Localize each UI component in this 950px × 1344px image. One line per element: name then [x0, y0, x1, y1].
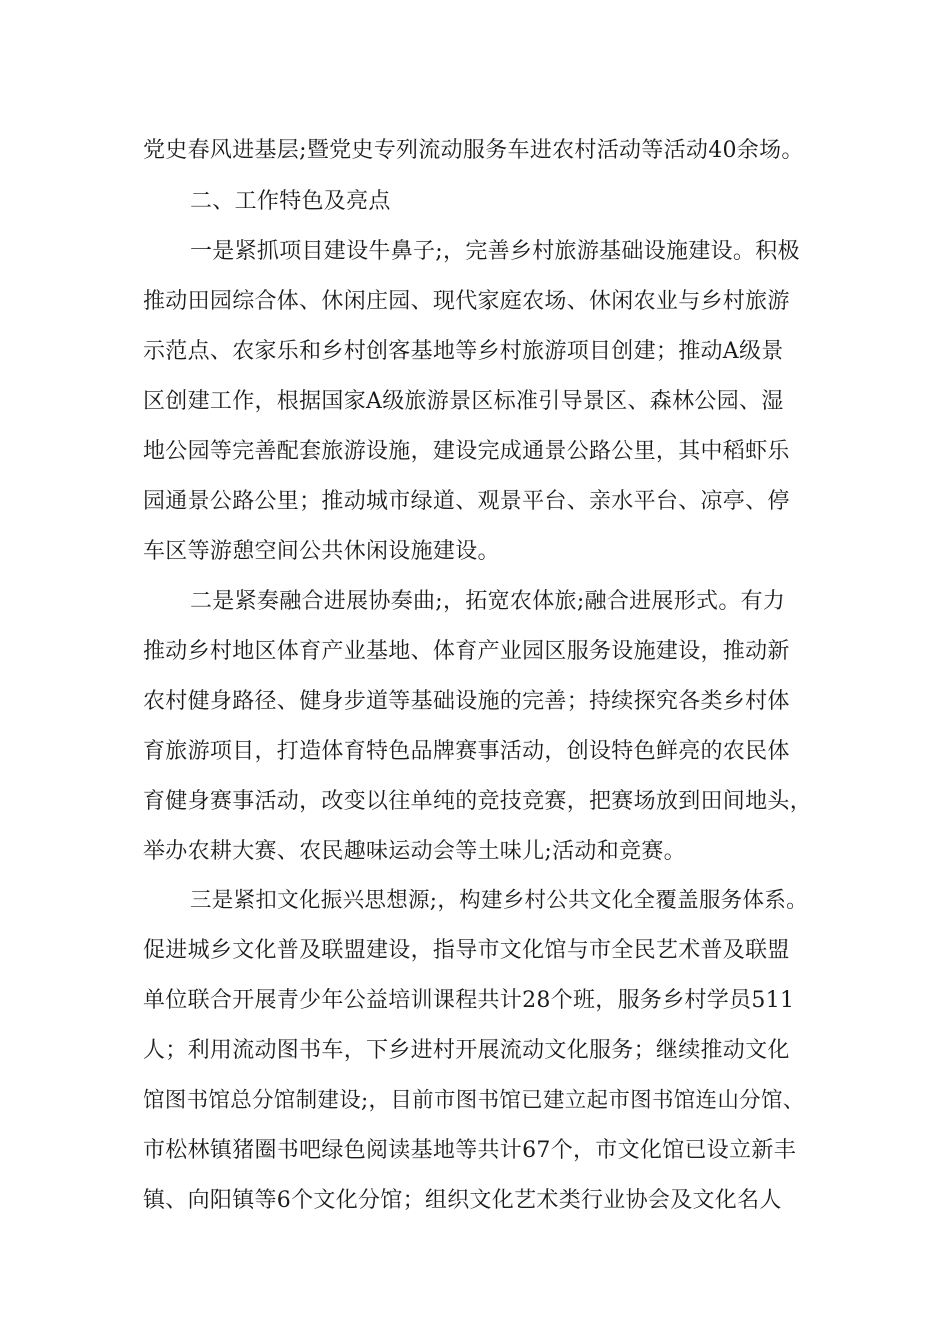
text-line: 党史春风进基层;暨党史专列流动服务车进农村活动等活动40余场。 [143, 138, 804, 163]
text-line: 区创建工作，根据国家A级旅游景区标准引导景区、森林公园、湿 [143, 389, 784, 414]
text-line: 人；利用流动图书车，下乡进村开展流动文化服务；继续推动文化 [143, 1038, 790, 1063]
text-line: 示范点、农家乐和乡村创客基地等乡村旅游项目创建；推动A级景 [143, 339, 784, 364]
text-line: 推动田园综合体、休闲庄园、现代家庭农场、休闲农业与乡村旅游 [143, 289, 790, 314]
text-line: 地公园等完善配套旅游设施，建设完成通景公路公里，其中稻虾乐 [143, 439, 790, 464]
text-line: 农村健身路径、健身步道等基础设施的完善；持续探究各类乡村体 [143, 689, 790, 714]
text-line: 一是紧抓项目建设牛鼻子;，完善乡村旅游基础设施建设。积极 [190, 239, 800, 264]
text-line: 三是紧扣文化振兴思想源;，构建乡村公共文化全覆盖服务体系。 [190, 888, 808, 913]
text-line: 二是紧奏融合进展协奏曲;，拓宽农体旅;融合进展形式。有力 [190, 589, 786, 614]
text-line: 单位联合开展青少年公益培训课程共计28个班，服务乡村学员511 [143, 988, 795, 1013]
text-line: 推动乡村地区体育产业基地、体育产业园区服务设施建设，推动新 [143, 639, 790, 664]
text-line: 育健身赛事活动，改变以往单纯的竞技竞赛，把赛场放到田间地头， [143, 789, 813, 814]
text-line: 园通景公路公里；推动城市绿道、观景平台、亲水平台、凉亭、停 [143, 489, 790, 514]
section-heading: 二、工作特色及亮点 [190, 189, 391, 214]
text-line: 镇、向阳镇等6个文化分馆；组织文化艺术类行业协会及文化名人 [143, 1188, 782, 1213]
text-line: 馆图书馆总分馆制建设;，目前市图书馆已建立起市图书馆连山分馆、 [143, 1088, 805, 1113]
text-line: 促进城乡文化普及联盟建设，指导市文化馆与市全民艺术普及联盟 [143, 938, 790, 963]
text-line: 车区等游憩空间公共休闲设施建设。 [143, 539, 500, 564]
text-line: 育旅游项目，打造体育特色品牌赛事活动，创设特色鲜亮的农民体 [143, 739, 790, 764]
text-line: 举办农耕大赛、农民趣味运动会等土味儿;活动和竞赛。 [143, 839, 686, 864]
text-line: 市松林镇猪圈书吧绿色阅读基地等共计67个，市文化馆已设立新丰 [143, 1138, 796, 1163]
